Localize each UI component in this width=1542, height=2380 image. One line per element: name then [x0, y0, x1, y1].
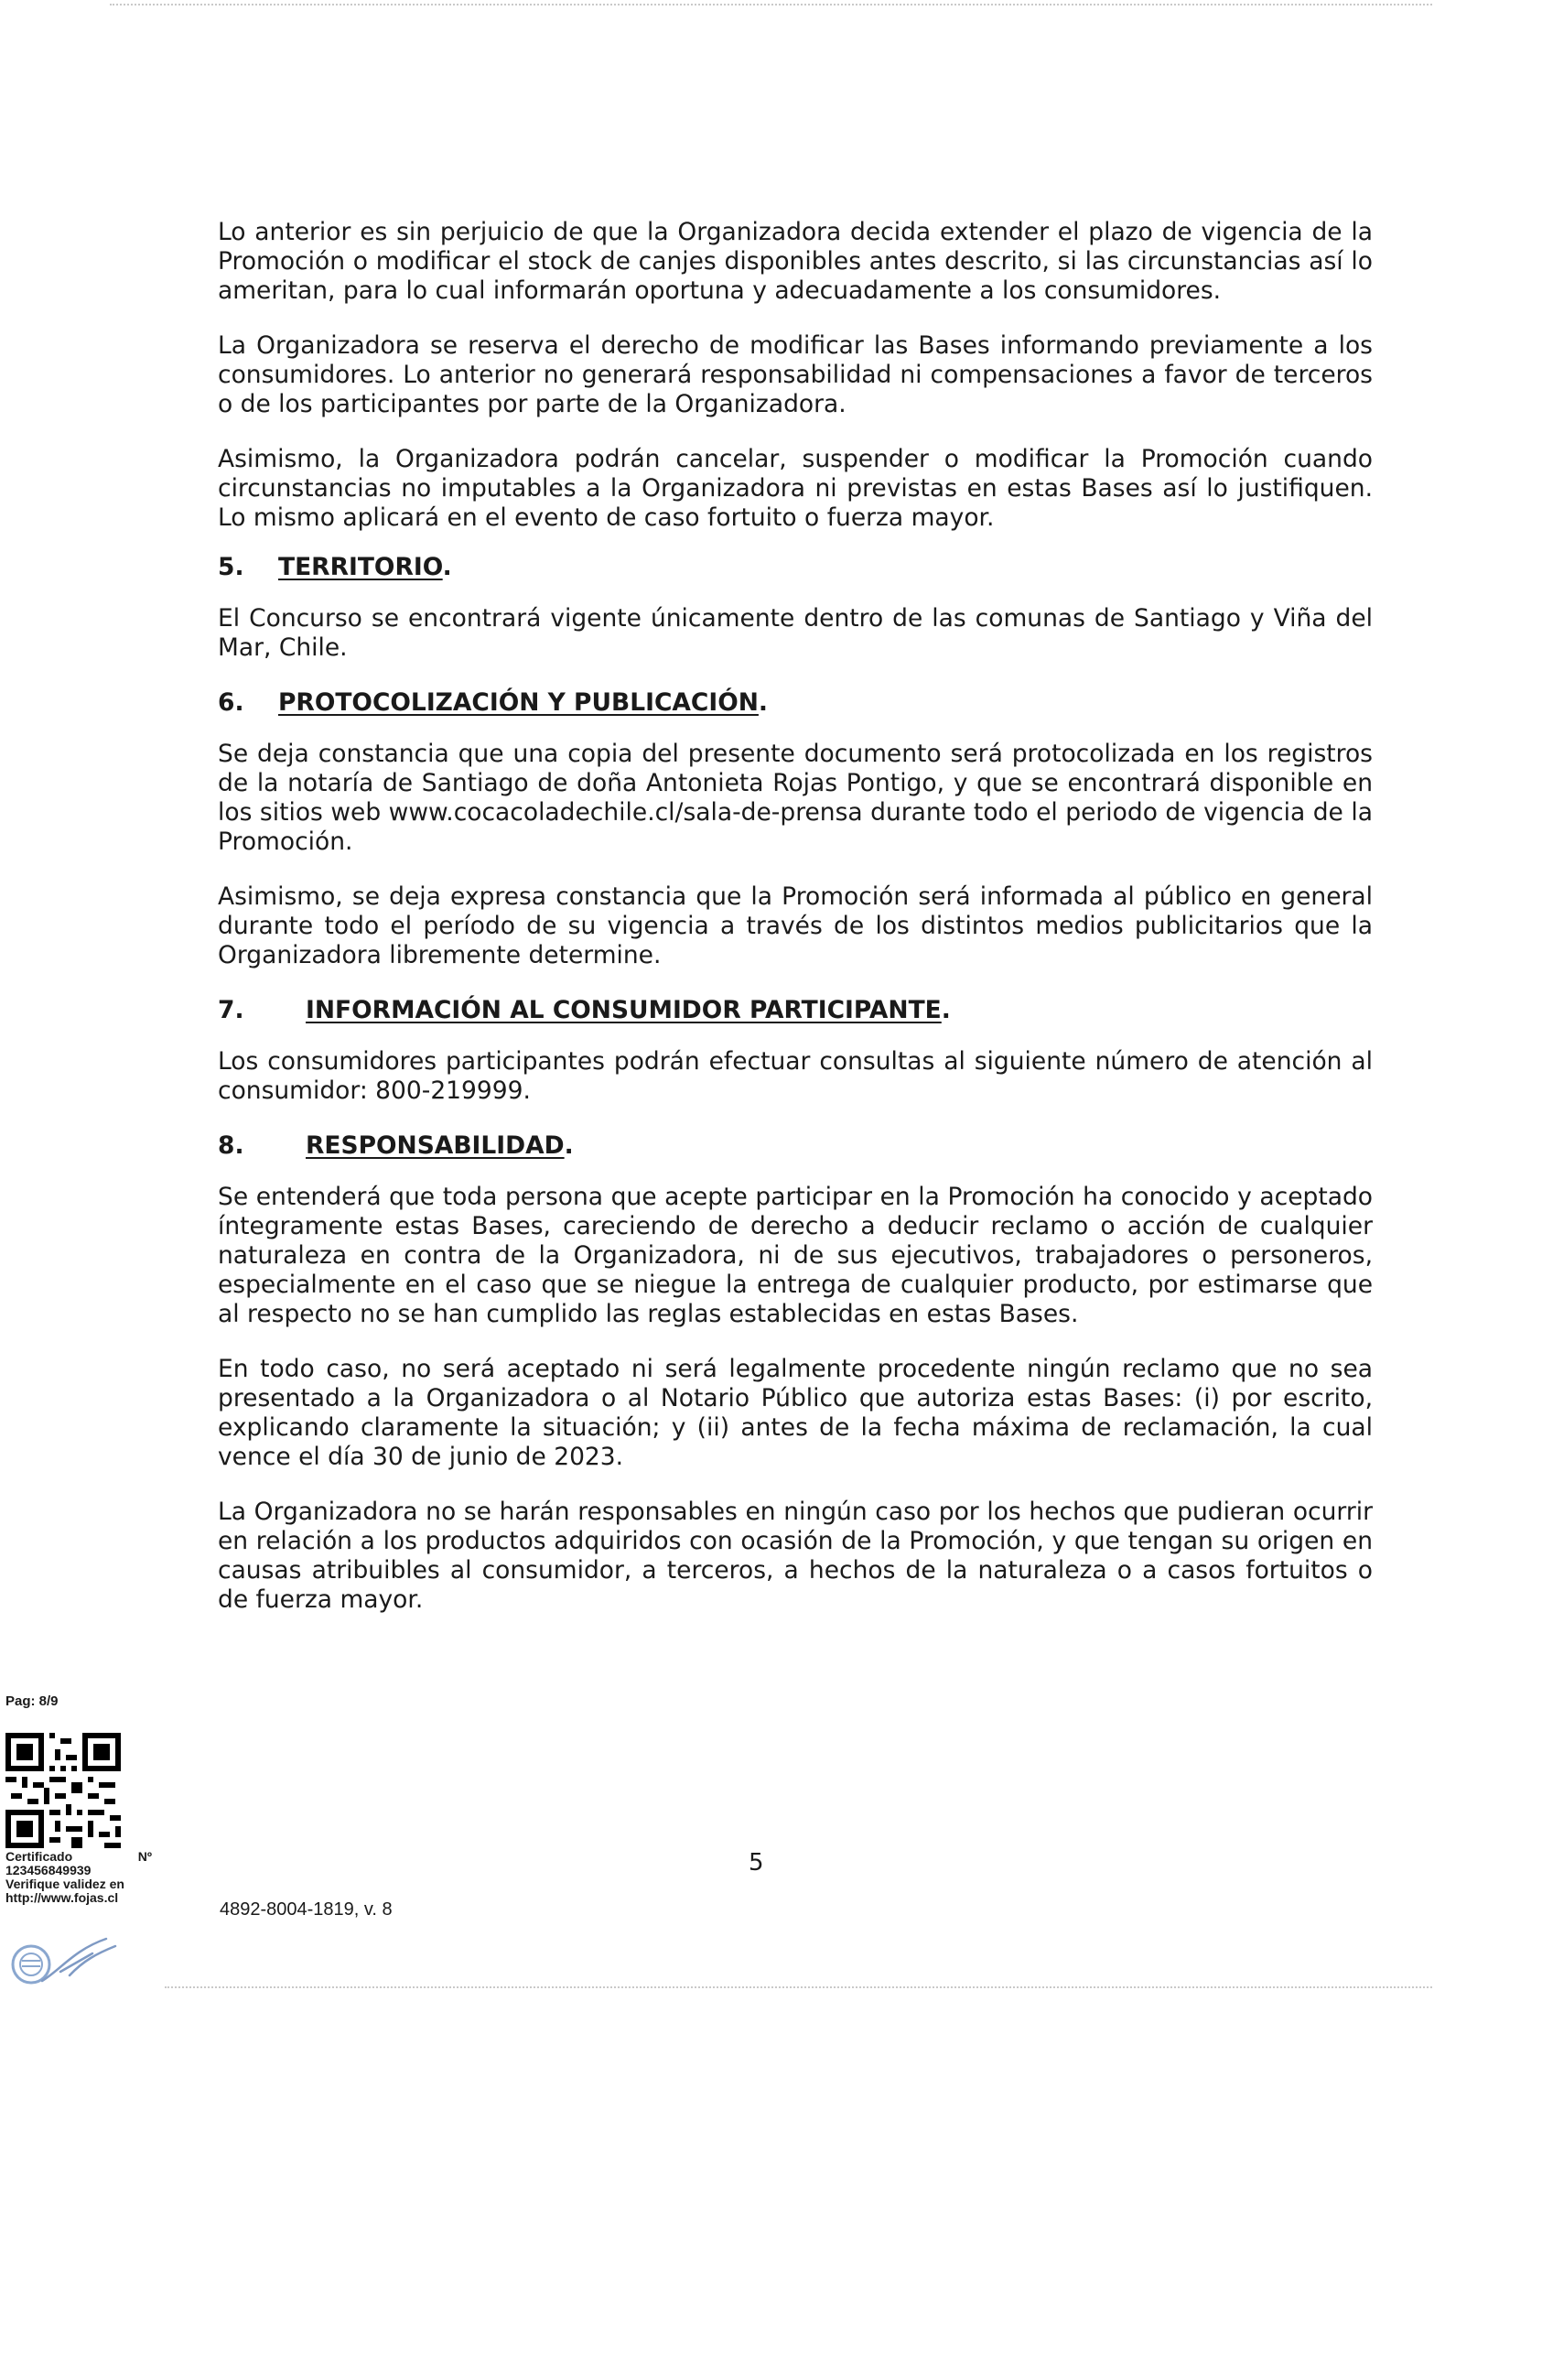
page-counter: Pag: 8/9 — [5, 1693, 59, 1709]
section-heading: 8. RESPONSABILIDAD. — [218, 1131, 574, 1160]
paragraph: En todo caso, no será aceptado ni será legalmente procedente ningún reclamo que no sea presentado a la Organizadora o al Notario Público que autoriza estas Bases: (i) por escrito, explicando claramente la situación; y (ii) antes de la fecha máxima de reclamación, la cual vence el día 30 de junio de 2023. — [218, 1355, 1373, 1471]
scan-artifact-bottom — [165, 1986, 1432, 1988]
paragraph: Lo anterior es sin perjuicio de que la Organizadora decida extender el plazo de vigencia de la Promoción o modificar el stock de canjes disponibles antes descrito, si las circunstancias así lo ameritan, para lo cual informarán oportuna y adecuadamente a los consumidores. — [218, 218, 1373, 305]
certificate-block — [5, 1693, 161, 1905]
section-title: PROTOCOLIZACIÓN Y PUBLICACIÓN — [278, 688, 759, 717]
qr-code-icon[interactable] — [5, 1733, 121, 1848]
section-title: INFORMACIÓN AL CONSUMIDOR PARTICIPANTE — [306, 996, 942, 1024]
paragraph: La Organizadora no se harán responsables en ningún caso por los hechos que pudieran ocurrir en relación a los productos adquiridos con ocasión de la Promoción, y que tengan su origen en causas atribuibles al consumidor, a terceros, a hechos de la naturaleza o a casos fortuitos o de fuerza mayor. — [218, 1498, 1373, 1614]
notary-seal-icon — [5, 1933, 134, 1988]
verify-url[interactable]: http://www.fojas.cl — [5, 1890, 119, 1905]
certificate-no-label: Nº — [137, 1849, 152, 1864]
page-number: 5 — [749, 1849, 764, 1877]
section-heading: 6. PROTOCOLIZACIÓN Y PUBLICACIÓN. — [218, 688, 768, 717]
paragraph: El Concurso se encontrará vigente únicamente dentro de las comunas de Santiago y Viña del Mar, Chile. — [218, 604, 1373, 662]
paragraph: Los consumidores participantes podrán efectuar consultas al siguiente número de atención al consumidor: 800-219999. — [218, 1047, 1373, 1105]
section-title: RESPONSABILIDAD — [306, 1131, 565, 1160]
section-heading: 5. TERRITORIO. — [218, 553, 452, 581]
certificate-info — [5, 1850, 161, 1905]
scan-artifact-top — [110, 4, 1432, 5]
verify-text: Verifique validez en — [5, 1877, 124, 1891]
paragraph: Se deja constancia que una copia del presente documento será protocolizada en los registros de la notaría de Santiago de doña Antonieta Rojas Pontigo, y que se encontrará disponible en los sitios web www.cocacoladechile.cl/sala-de-prensa durante todo el periodo de vigencia de la Promoción. — [218, 740, 1373, 856]
section-number: 5. — [218, 553, 244, 581]
paragraph: La Organizadora se reserva el derecho de modificar las Bases informando previamente a los consumidores. Lo anterior no generará responsabilidad ni compensaciones a favor de terceros o de los participantes por parte de la Organizadora. — [218, 331, 1373, 418]
section-heading: 7. INFORMACIÓN AL CONSUMIDOR PARTICIPANTE. — [218, 996, 951, 1024]
paragraph: Asimismo, la Organizadora podrán cancelar, suspender o modificar la Promoción cuando circunstancias no imputables a la Organizadora ni previstas en estas Bases así lo justifiquen. Lo mismo aplicará en el evento de caso fortuito o fuerza mayor. — [218, 445, 1373, 532]
section-number: 6. — [218, 688, 244, 717]
paragraph: Se entenderá que toda persona que acepte participar en la Promoción ha conocido y aceptado íntegramente estas Bases, careciendo de derecho a deducir reclamo o acción de cualquier naturaleza en contra de la Organizadora, ni de sus ejecutivos, trabajadores o personeros, especialmente en el caso que se niegue la entrega de cualquier producto, por estimarse que al respecto no se han cumplido las reglas establecidas en estas Bases. — [218, 1183, 1373, 1328]
certificate-number: 123456849939 — [5, 1863, 92, 1877]
section-number: 7. — [218, 996, 244, 1024]
section-title: TERRITORIO — [278, 553, 443, 581]
document-body — [218, 218, 1373, 1640]
certificate-label: Certificado — [5, 1849, 73, 1864]
document-reference: 4892-8004-1819, v. 8 — [220, 1899, 393, 1920]
paragraph: Asimismo, se deja expresa constancia que la Promoción será informada al público en general durante todo el período de su vigencia a través de los distintos medios publicitarios que la Organizadora libremente determine. — [218, 882, 1373, 969]
section-number: 8. — [218, 1131, 244, 1160]
